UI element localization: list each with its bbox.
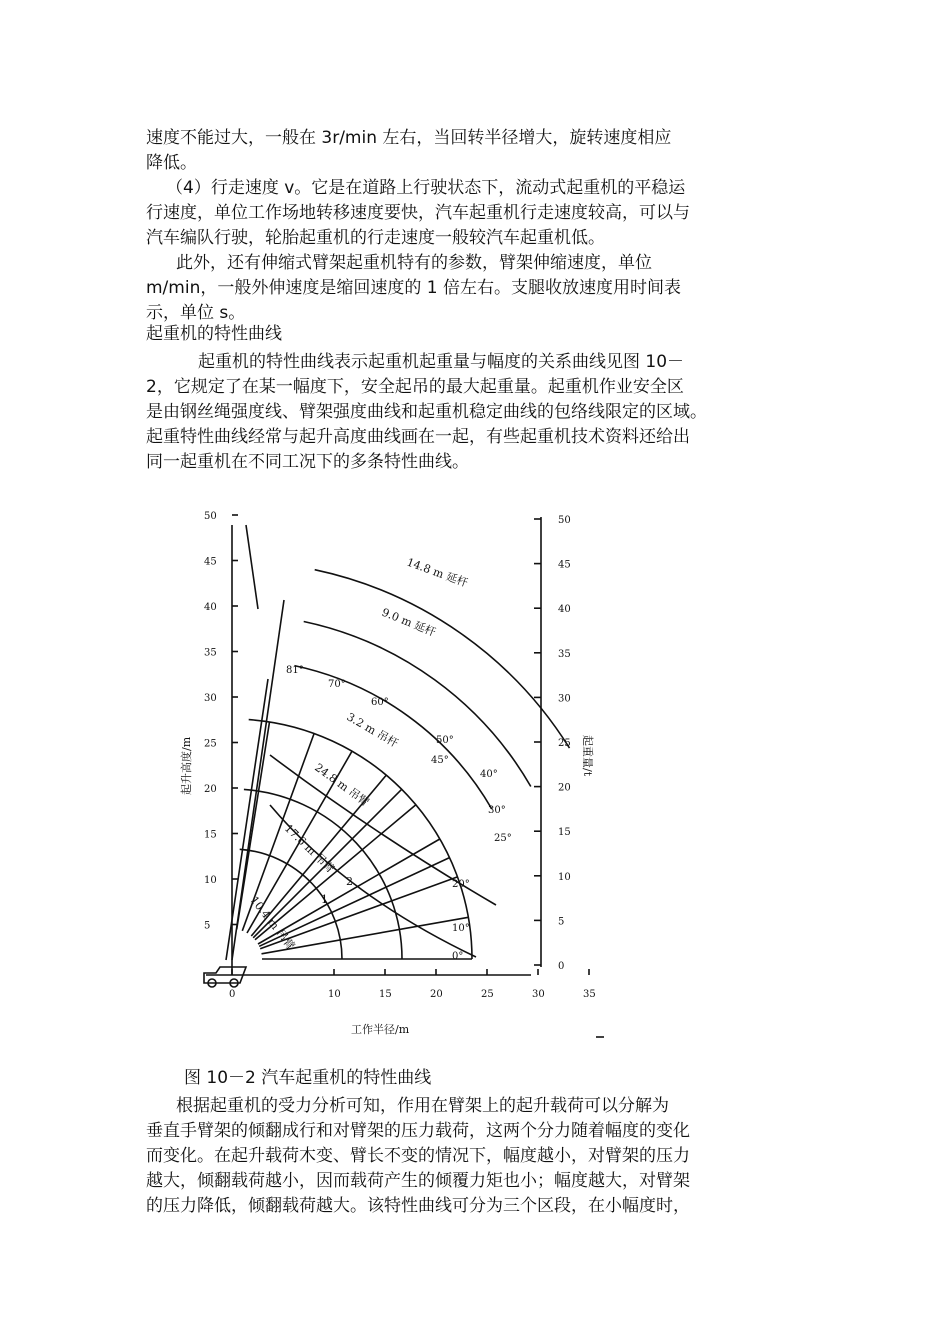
x-axis-title: 工作半径/m [351,1023,410,1036]
angle-label: 81° [286,665,304,676]
right-axis-title: 起重量/t [581,735,594,777]
angle-label: 30° [488,805,506,816]
boom-label: 10.4 m 吊臂 [247,893,298,953]
boom-label: 17.6 m 吊臂 [281,821,337,876]
angle-label: 70° [328,679,346,690]
boom-label: 9.0 m 延杆 [379,605,438,640]
boom-label: 24.8 m 吊臂 [312,760,372,809]
text-line: 行速度，单位工作场地转移速度要快，汽车起重机行走速度较高，可以与 [146,203,690,223]
angle-label: 25° [494,833,512,844]
x-tick-label: 15 [379,989,392,1000]
x-tick-label: 30 [532,989,545,1000]
text-line: 越大，倾翻载荷越小，因而载荷产生的倾覆力矩也小；幅度越大，对臂架 [146,1171,690,1191]
text-line: 的压力降低，倾翻载荷越大。该特性曲线可分为三个区段，在小幅度时， [146,1196,690,1216]
paragraph-travel-speed [146,176,816,251]
angle-label: 40° [480,769,498,780]
left-tick-label: 35 [204,647,217,659]
text-line: 速度不能过大，一般在 3r/min 左右，当回转半径增大，旋转速度相应 [146,128,672,148]
angle-label: 10° [452,923,470,934]
angle-label: 20° [452,879,470,890]
x-tick-label: 20 [430,989,443,1000]
left-tick-label: 45 [204,556,217,568]
angle-label: 45° [431,755,449,766]
text-line: （4）行走速度 v。它是在道路上行驶状态下，流动式起重机的平稳运 [166,178,686,198]
text-line: 2，它规定了在某一幅度下，安全起吊的最大起重量。起重机作业安全区 [146,377,684,397]
right-tick-label: 35 [558,648,571,660]
left-tick-label: 50 [204,511,217,522]
text-line: m/min，一般外伸速度是缩回速度的 1 倍左右。支腿收放速度用时间表 [146,278,681,298]
text-line: 示，单位 s。 [146,303,246,323]
right-tick-label: 0 [558,961,565,972]
text-line: 垂直手臂架的倾翻成行和对臂架的压力载荷，这两个分力随着幅度的变化 [146,1121,690,1141]
right-tick-label: 30 [558,693,571,705]
text-line: 而变化。在起升载荷木变、臂长不变的情况下，幅度越小，对臂架的压力 [146,1146,690,1166]
left-tick-label: 5 [204,920,211,932]
left-tick-label: 20 [204,784,217,795]
paragraph-characteristic-curve [146,350,816,475]
right-tick-label: 5 [558,916,565,928]
x-tick-label: 35 [583,989,596,1000]
right-tick-label: 10 [558,871,571,883]
crane-characteristic-figure [176,505,616,1045]
paragraph-force-analysis [146,1094,816,1219]
curve-label-1: 1 [321,893,328,906]
text-line: 根据起重机的受力分析可知，作用在臂架上的起升载荷可以分解为 [176,1096,669,1116]
right-tick-label: 25 [558,738,571,749]
boom-label: 14.8 m 延杆 [404,555,470,590]
text-line: 汽车编队行驶，轮胎起重机的行走速度一般较汽车起重机低。 [146,228,605,248]
section-heading: 起重机的特性曲线 [146,324,282,344]
text-line: 此外，还有伸缩式臂架起重机特有的参数，臂架伸缩速度，单位 [176,253,652,273]
text-line: 降低。 [146,153,197,173]
x-tick-label: 10 [328,989,341,1000]
left-tick-label: 30 [204,693,217,704]
right-tick-label: 20 [558,782,571,794]
right-tick-label: 45 [558,559,571,571]
left-tick-label: 25 [204,738,217,750]
angle-label: 50° [436,735,454,746]
paragraph-slewing-speed [146,126,816,176]
boom-label: 3.2 m 吊杆 [344,710,401,751]
curve-label-2: 2 [346,875,353,888]
text-line: 起重特性曲线经常与起升高度曲线画在一起，有些起重机技术资料还给出 [146,427,690,447]
angle-label: 60° [371,697,389,708]
paragraph-telescoping [146,251,816,326]
figure-caption: 图 10－2 汽车起重机的特性曲线 [184,1068,432,1088]
left-tick-label: 15 [204,829,217,841]
left-tick-label: 40 [204,602,217,613]
right-tick-label: 15 [558,827,571,839]
right-tick-label: 40 [558,604,571,616]
left-axis-title: 起升高度/m [180,736,193,795]
x-tick-label: 0 [229,989,236,1000]
right-tick-label: 50 [558,515,571,526]
x-tick-label: 25 [481,989,494,1000]
left-tick-label: 10 [204,875,217,886]
angle-label: 0° [452,951,464,962]
text-line: 起重机的特性曲线表示起重机起重量与幅度的关系曲线见图 10－ [198,352,685,372]
text-line: 同一起重机在不同工况下的多条特性曲线。 [146,452,469,472]
text-line: 是由钢丝绳强度线、臂架强度曲线和起重机稳定曲线的包络线限定的区域。 [146,402,707,422]
